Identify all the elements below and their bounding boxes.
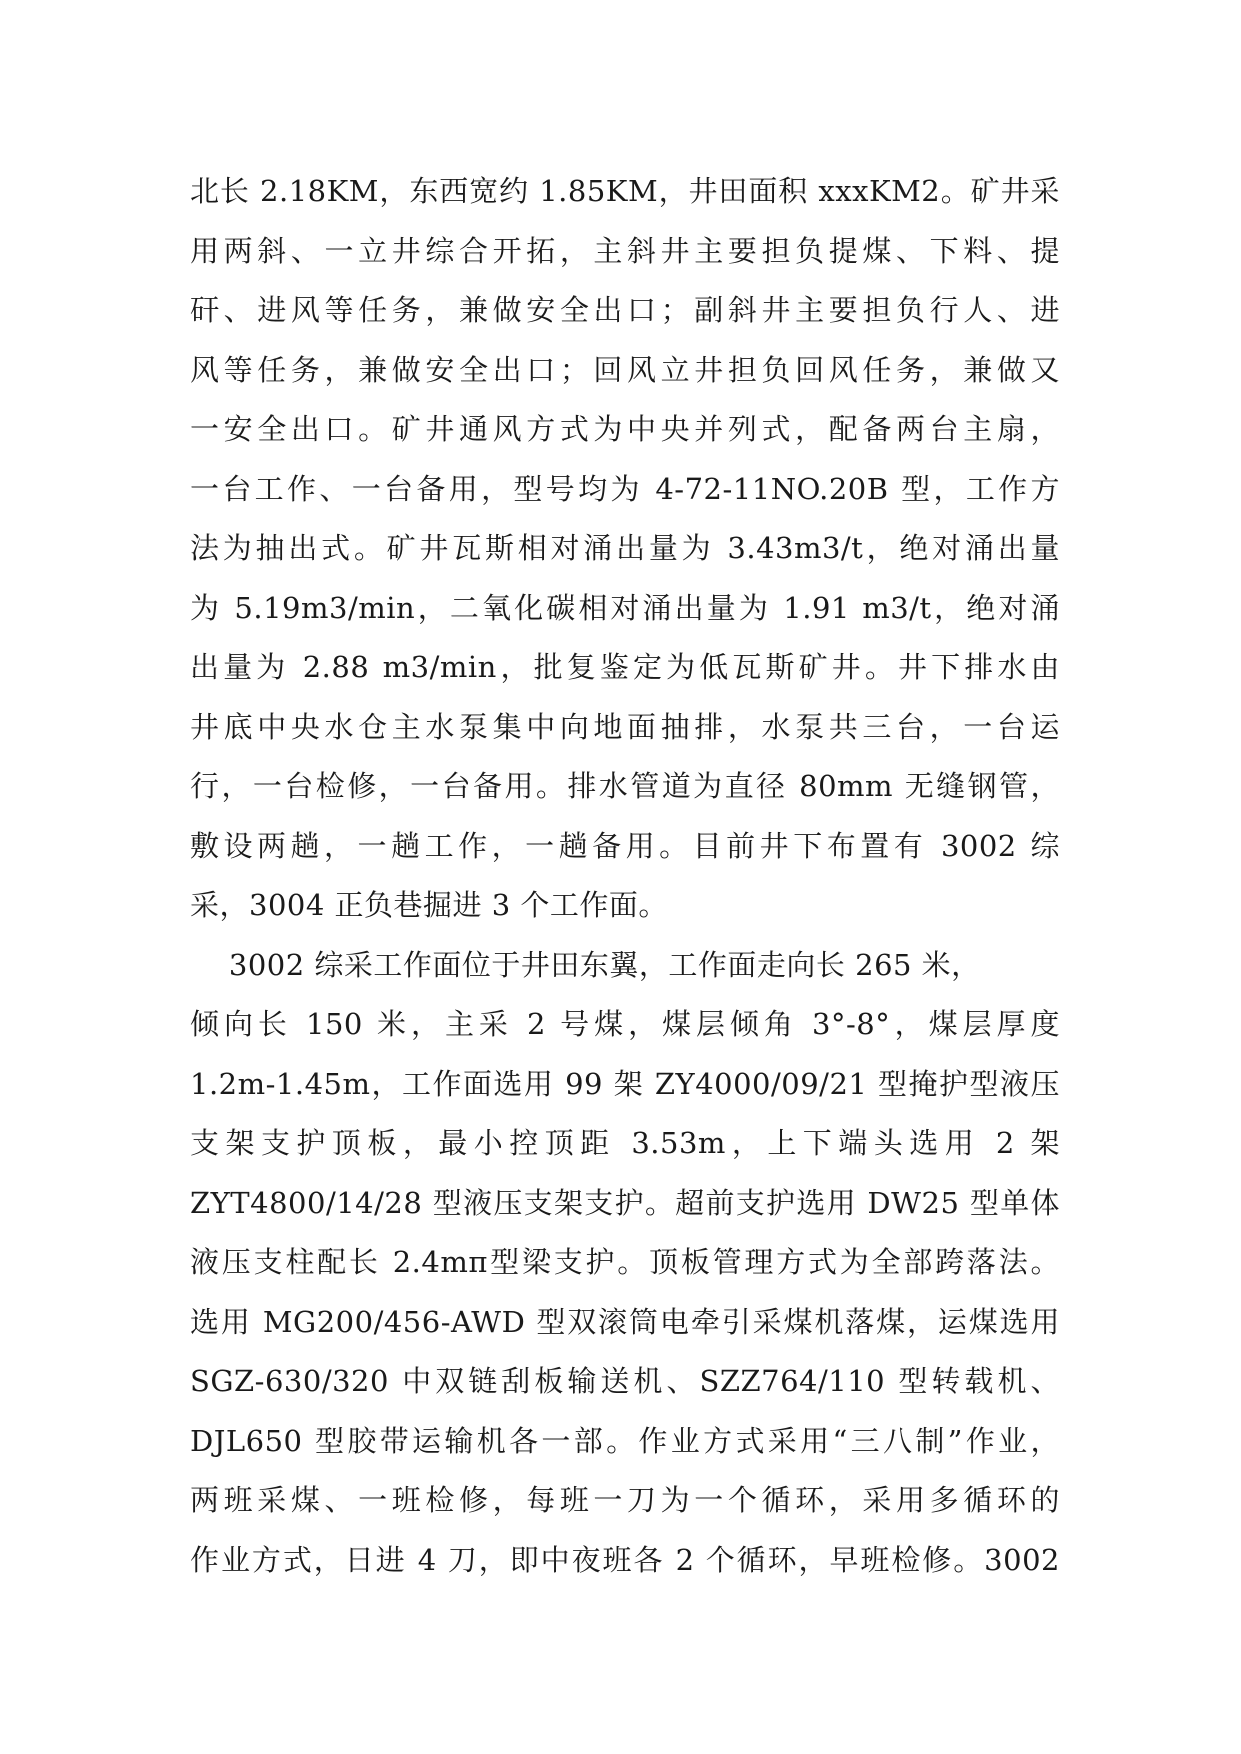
paragraph-1 <box>190 162 1060 936</box>
document-body <box>190 162 1060 1590</box>
text-line: 井底中央水仓主水泵集中向地面抽排，水泵共三台，一台运 <box>190 709 1060 744</box>
text-line: 矸、进风等任务，兼做安全出口；副斜井主要担负行人、进 <box>190 293 1060 327</box>
text-line: 3002 综采工作面位于井田东翼，工作面走向长 265 米， <box>190 947 981 982</box>
text-line: 支架支护顶板，最小控顶距 3.53m，上下端头选用 2 架 <box>190 1126 1060 1160</box>
text-line: SGZ-630/320 中双链刮板输送机、SZZ764/110 型转载机、 <box>190 1364 1060 1398</box>
text-line: 为 5.19m3/min，二氧化碳相对涌出量为 1.91 m3/t，绝对涌 <box>190 590 1060 625</box>
text-line: 一台工作、一台备用，型号均为 4-72-11NO.20B 型，工作方 <box>190 471 1060 506</box>
paragraph-2 <box>190 936 1060 1591</box>
text-line: DJL650 型胶带运输机各一部。作业方式采用“三八制”作业， <box>190 1423 1060 1458</box>
text-line: 两班采煤、一班检修，每班一刀为一个循环，采用多循环的 <box>190 1483 1060 1517</box>
text-line: 一安全出口。矿井通风方式为中央并列式，配备两台主扇， <box>190 412 1060 446</box>
text-line: 选用 MG200/456-AWD 型双滚筒电牵引采煤机落煤，运煤选用 <box>190 1304 1060 1339</box>
text-line: 法为抽出式。矿井瓦斯相对涌出量为 3.43m3/t，绝对涌出量 <box>190 531 1060 565</box>
text-line: ZYT4800/14/28 型液压支架支护。超前支护选用 DW25 型单体 <box>190 1185 1060 1220</box>
text-line: 倾向长 150 米，主采 2 号煤，煤层倾角 3°-8°，煤层厚度 <box>190 1007 1060 1041</box>
text-line: 风等任务，兼做安全出口；回风立井担负回风任务，兼做又 <box>190 352 1060 387</box>
text-line: 1.2m-1.45m，工作面选用 99 架 ZY4000/09/21 型掩护型液压 <box>190 1066 1060 1101</box>
text-line: 北长 2.18KM，东西宽约 1.85KM，井田面积 xxxKM2。矿井采 <box>190 174 1060 208</box>
text-line: 行，一台检修，一台备用。排水管道为直径 80mm 无缝钢管， <box>190 769 1060 803</box>
text-line: 采，3004 正负巷掘进 3 个工作面。 <box>190 888 668 922</box>
text-line: 出量为 2.88 m3/min，批复鉴定为低瓦斯矿井。井下排水由 <box>190 650 1060 684</box>
text-line: 敷设两趟，一趟工作，一趟备用。目前井下布置有 3002 综 <box>190 828 1060 863</box>
text-line: 作业方式，日进 4 刀，即中夜班各 2 个循环，早班检修。3002 <box>190 1542 1060 1577</box>
text-line: 用两斜、一立井综合开拓，主斜井主要担负提煤、下料、提 <box>190 233 1060 268</box>
text-line: 液压支柱配长 2.4mπ型梁支护。顶板管理方式为全部跨落法。 <box>190 1245 1060 1279</box>
